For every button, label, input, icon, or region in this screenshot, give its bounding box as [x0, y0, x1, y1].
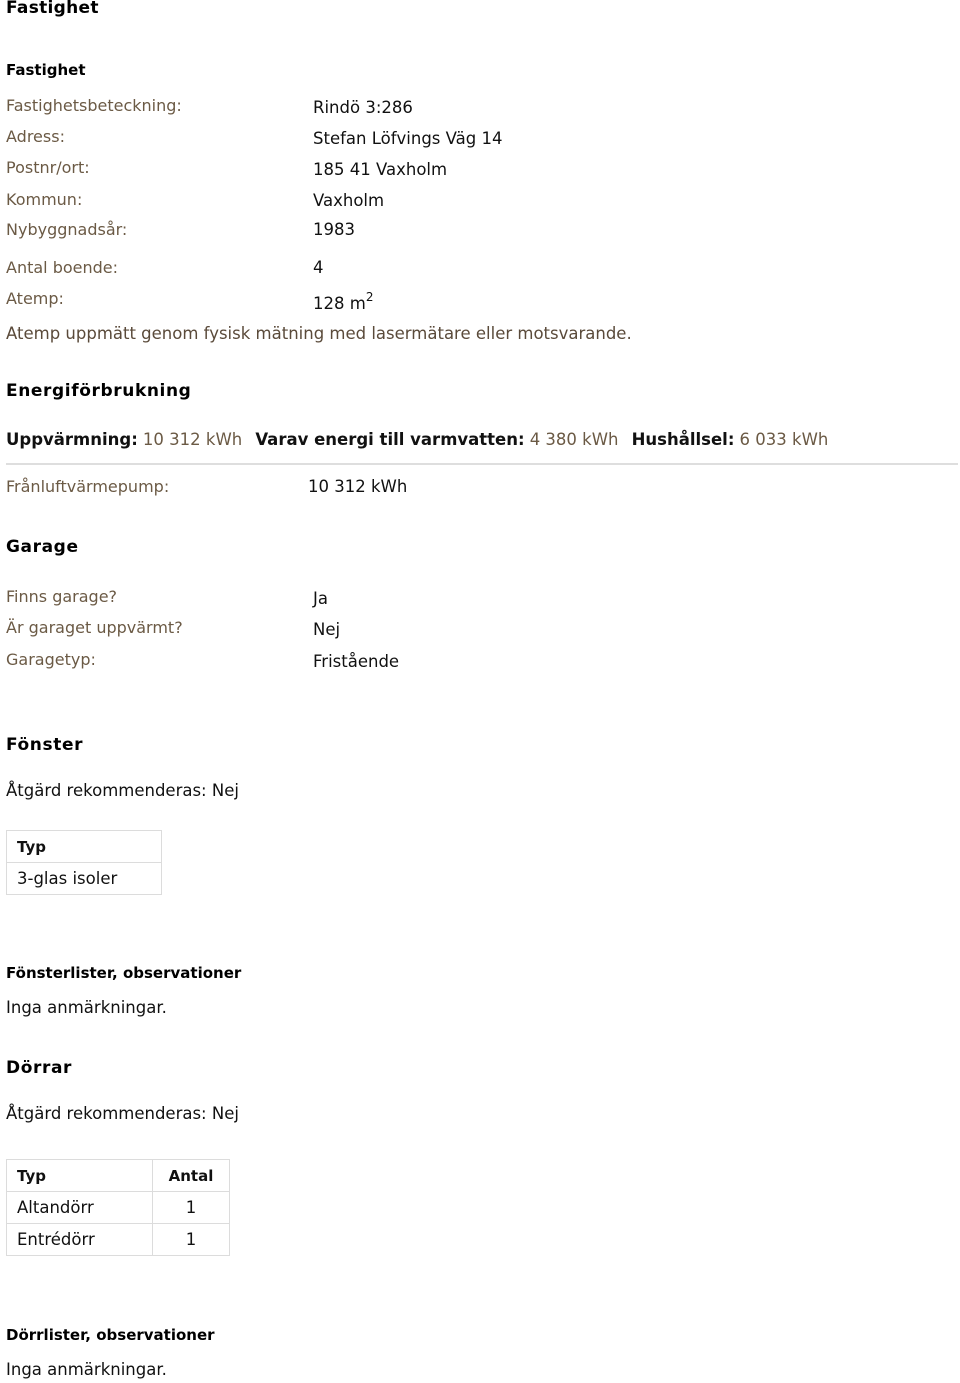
garage-value: Ja [313, 589, 328, 608]
heating-value: 10 312 kWh [142, 430, 243, 449]
atemp-label: Atemp: [6, 289, 64, 308]
property-value: Vaxholm [313, 191, 385, 210]
windows-action: Åtgärd rekommenderas: Nej [6, 781, 239, 800]
garage-label: Är garaget uppvärmt? [6, 618, 183, 637]
household-value: 6 033 kWh [739, 430, 829, 449]
energy-divider [6, 463, 958, 465]
garage-heading: Garage [6, 537, 79, 557]
energy-source-label: Frånluftvärmepump: [6, 477, 170, 496]
doors-action: Åtgärd rekommenderas: Nej [6, 1104, 239, 1123]
table-row [7, 1160, 230, 1192]
property-label: Kommun: [6, 190, 83, 209]
door-sills-text: Inga anmärkningar. [6, 1360, 167, 1379]
energy-summary [6, 430, 828, 449]
household-label: Hushållsel: [631, 430, 735, 449]
doors-count-header: Antal [153, 1160, 230, 1192]
property-value: 185 41 Vaxholm [313, 160, 448, 179]
atemp-exponent: 2 [365, 290, 374, 304]
windows-type-value: 3-glas isoler [7, 863, 162, 895]
table-row [7, 831, 162, 863]
property-value: 1983 [313, 220, 355, 239]
atemp-value: 128 $m^2$ [313, 290, 374, 313]
garage-label: Finns garage? [6, 587, 118, 606]
garage-label: Garagetyp: [6, 650, 96, 669]
table-row [7, 1224, 230, 1256]
door-count: 1 [153, 1192, 230, 1224]
windows-heading: Fönster [6, 735, 84, 755]
door-count: 1 [153, 1224, 230, 1256]
table-row [7, 863, 162, 895]
garage-value: Fristående [313, 652, 400, 671]
doors-table [6, 1159, 230, 1256]
windows-type-header: Typ [7, 831, 162, 863]
doors-type-header: Typ [7, 1160, 153, 1192]
door-sills-heading: Dörrlister, observationer [6, 1326, 215, 1344]
atemp-note: Atemp uppmätt genom fysisk mätning med lasermätare eller motsvarande. [6, 324, 632, 343]
hot-water-label: Varav energi till varmvatten: [255, 430, 525, 449]
table-row [7, 1192, 230, 1224]
door-type: Entrédörr [7, 1224, 153, 1256]
property-value: 4 [313, 258, 324, 277]
property-label: Adress: [6, 127, 65, 146]
window-sills-heading: Fönsterlister, observationer [6, 964, 242, 982]
energy-source-value: 10 312 kWh [308, 477, 408, 496]
heating-label: Uppvärmning: [6, 430, 138, 449]
page-title: Fastighet [6, 0, 99, 18]
door-type: Altandörr [7, 1192, 153, 1224]
property-label: Fastighetsbeteckning: [6, 96, 182, 115]
property-label: Postnr/ort: [6, 158, 90, 177]
window-sills-text: Inga anmärkningar. [6, 998, 167, 1017]
garage-value: Nej [313, 620, 341, 639]
property-heading: Fastighet [6, 61, 86, 79]
property-value: Stefan Löfvings Väg 14 [313, 129, 503, 148]
hot-water-value: 4 380 kWh [529, 430, 619, 449]
energy-heading: Energiförbrukning [6, 381, 192, 401]
property-label: Nybyggnadsår: [6, 220, 128, 239]
property-value: Rindö 3:286 [313, 98, 413, 117]
windows-table [6, 830, 162, 895]
property-label: Antal boende: [6, 258, 119, 277]
doors-heading: Dörrar [6, 1058, 73, 1078]
